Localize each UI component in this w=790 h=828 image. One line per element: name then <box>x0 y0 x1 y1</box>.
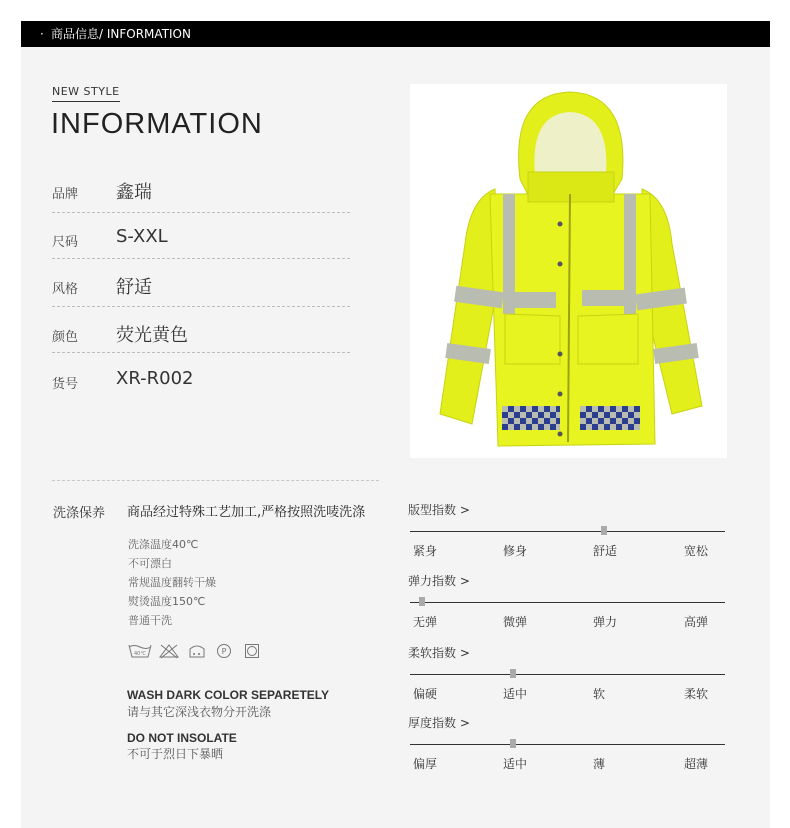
no-bleach-icon <box>159 643 179 659</box>
index-marker <box>601 526 607 535</box>
index-option: 柔软 <box>684 687 709 701</box>
index-option: 微弹 <box>503 615 528 629</box>
spec-value: S-XXL <box>116 226 168 247</box>
index-option: 无弹 <box>413 615 438 629</box>
index-option: 修身 <box>503 544 528 558</box>
wash-care-heading: 商品经过特殊工艺加工,严格按照洗唛洗涤 <box>127 505 366 520</box>
wash-warning-cn: 请与其它深浅衣物分开洗涤 <box>127 705 272 719</box>
index-option: 适中 <box>503 687 528 701</box>
spec-label: 风格 <box>52 282 79 297</box>
wash-instruction: 普通干洗 <box>128 614 172 627</box>
wash-care-label: 洗涤保养 <box>53 506 106 521</box>
index-title: 版型指数 > <box>408 503 470 517</box>
spec-row-size <box>52 226 350 277</box>
section-divider <box>52 480 379 481</box>
jacket-illustration <box>410 84 727 458</box>
information-title: INFORMATION <box>51 108 263 140</box>
spec-divider <box>52 258 350 259</box>
spec-value: XR-R002 <box>116 368 194 389</box>
wash-temperature-text: 40℃ <box>134 651 146 657</box>
wash-instruction: 不可漂白 <box>128 557 172 570</box>
section-header-bar <box>21 21 770 47</box>
new-style-underline <box>52 101 120 102</box>
spec-value: 鑫瑞 <box>116 182 152 203</box>
spec-divider <box>52 306 350 307</box>
index-option: 高弹 <box>684 615 709 629</box>
spec-row-brand <box>52 183 350 229</box>
spec-label: 品牌 <box>52 187 79 202</box>
sun-warning-cn: 不可于烈日下暴晒 <box>127 747 224 761</box>
index-option: 薄 <box>593 757 606 771</box>
wash-warning-en: WASH DARK COLOR SEPARETELY <box>127 688 330 702</box>
index-option: 宽松 <box>684 544 709 558</box>
index-option: 偏厚 <box>413 757 438 771</box>
index-scale-line <box>410 674 725 675</box>
header-bullet: · <box>40 27 44 41</box>
spec-label: 颜色 <box>52 330 79 345</box>
product-photo <box>410 84 727 458</box>
index-marker <box>510 739 516 748</box>
spec-row-color <box>52 326 350 372</box>
spec-label: 尺码 <box>52 235 79 250</box>
spec-label: 货号 <box>52 377 79 392</box>
index-marker <box>510 669 516 678</box>
index-title: 弹力指数 > <box>408 574 470 588</box>
sun-warning-en: DO NOT INSOLATE <box>127 731 237 745</box>
tumble-dry-icon <box>188 643 206 659</box>
index-scale-line <box>410 744 725 745</box>
wash-instruction: 洗涤温度40℃ <box>128 538 199 551</box>
section-header-title: 商品信息/ INFORMATION <box>51 27 191 41</box>
dry-clean-letter: P <box>221 647 227 656</box>
wash-instruction: 常规温度翻转干燥 <box>128 576 216 589</box>
index-option: 软 <box>593 687 606 701</box>
index-option: 弹力 <box>593 615 618 629</box>
index-marker <box>419 597 425 606</box>
index-title: 厚度指数 > <box>408 716 470 730</box>
spec-value: 荧光黄色 <box>116 325 188 346</box>
index-scale-line <box>410 531 725 532</box>
iron-icon <box>244 643 260 659</box>
index-option: 紧身 <box>413 544 438 558</box>
spec-row-style <box>52 278 350 324</box>
spec-divider <box>52 352 350 353</box>
spec-value: 舒适 <box>116 277 152 298</box>
wash-instruction: 熨烫温度150℃ <box>128 595 206 608</box>
index-option: 偏硬 <box>413 687 438 701</box>
index-title: 柔软指数 > <box>408 646 470 660</box>
new-style-label: NEW STYLE <box>52 85 120 98</box>
spec-divider <box>52 212 350 213</box>
index-scale-line <box>410 602 725 603</box>
spec-row-item-number <box>52 368 350 419</box>
dry-clean-p-icon <box>216 643 232 659</box>
wash-40-icon <box>128 643 152 659</box>
index-option: 舒适 <box>593 544 618 558</box>
index-option: 适中 <box>503 757 528 771</box>
index-option: 超薄 <box>684 757 709 771</box>
